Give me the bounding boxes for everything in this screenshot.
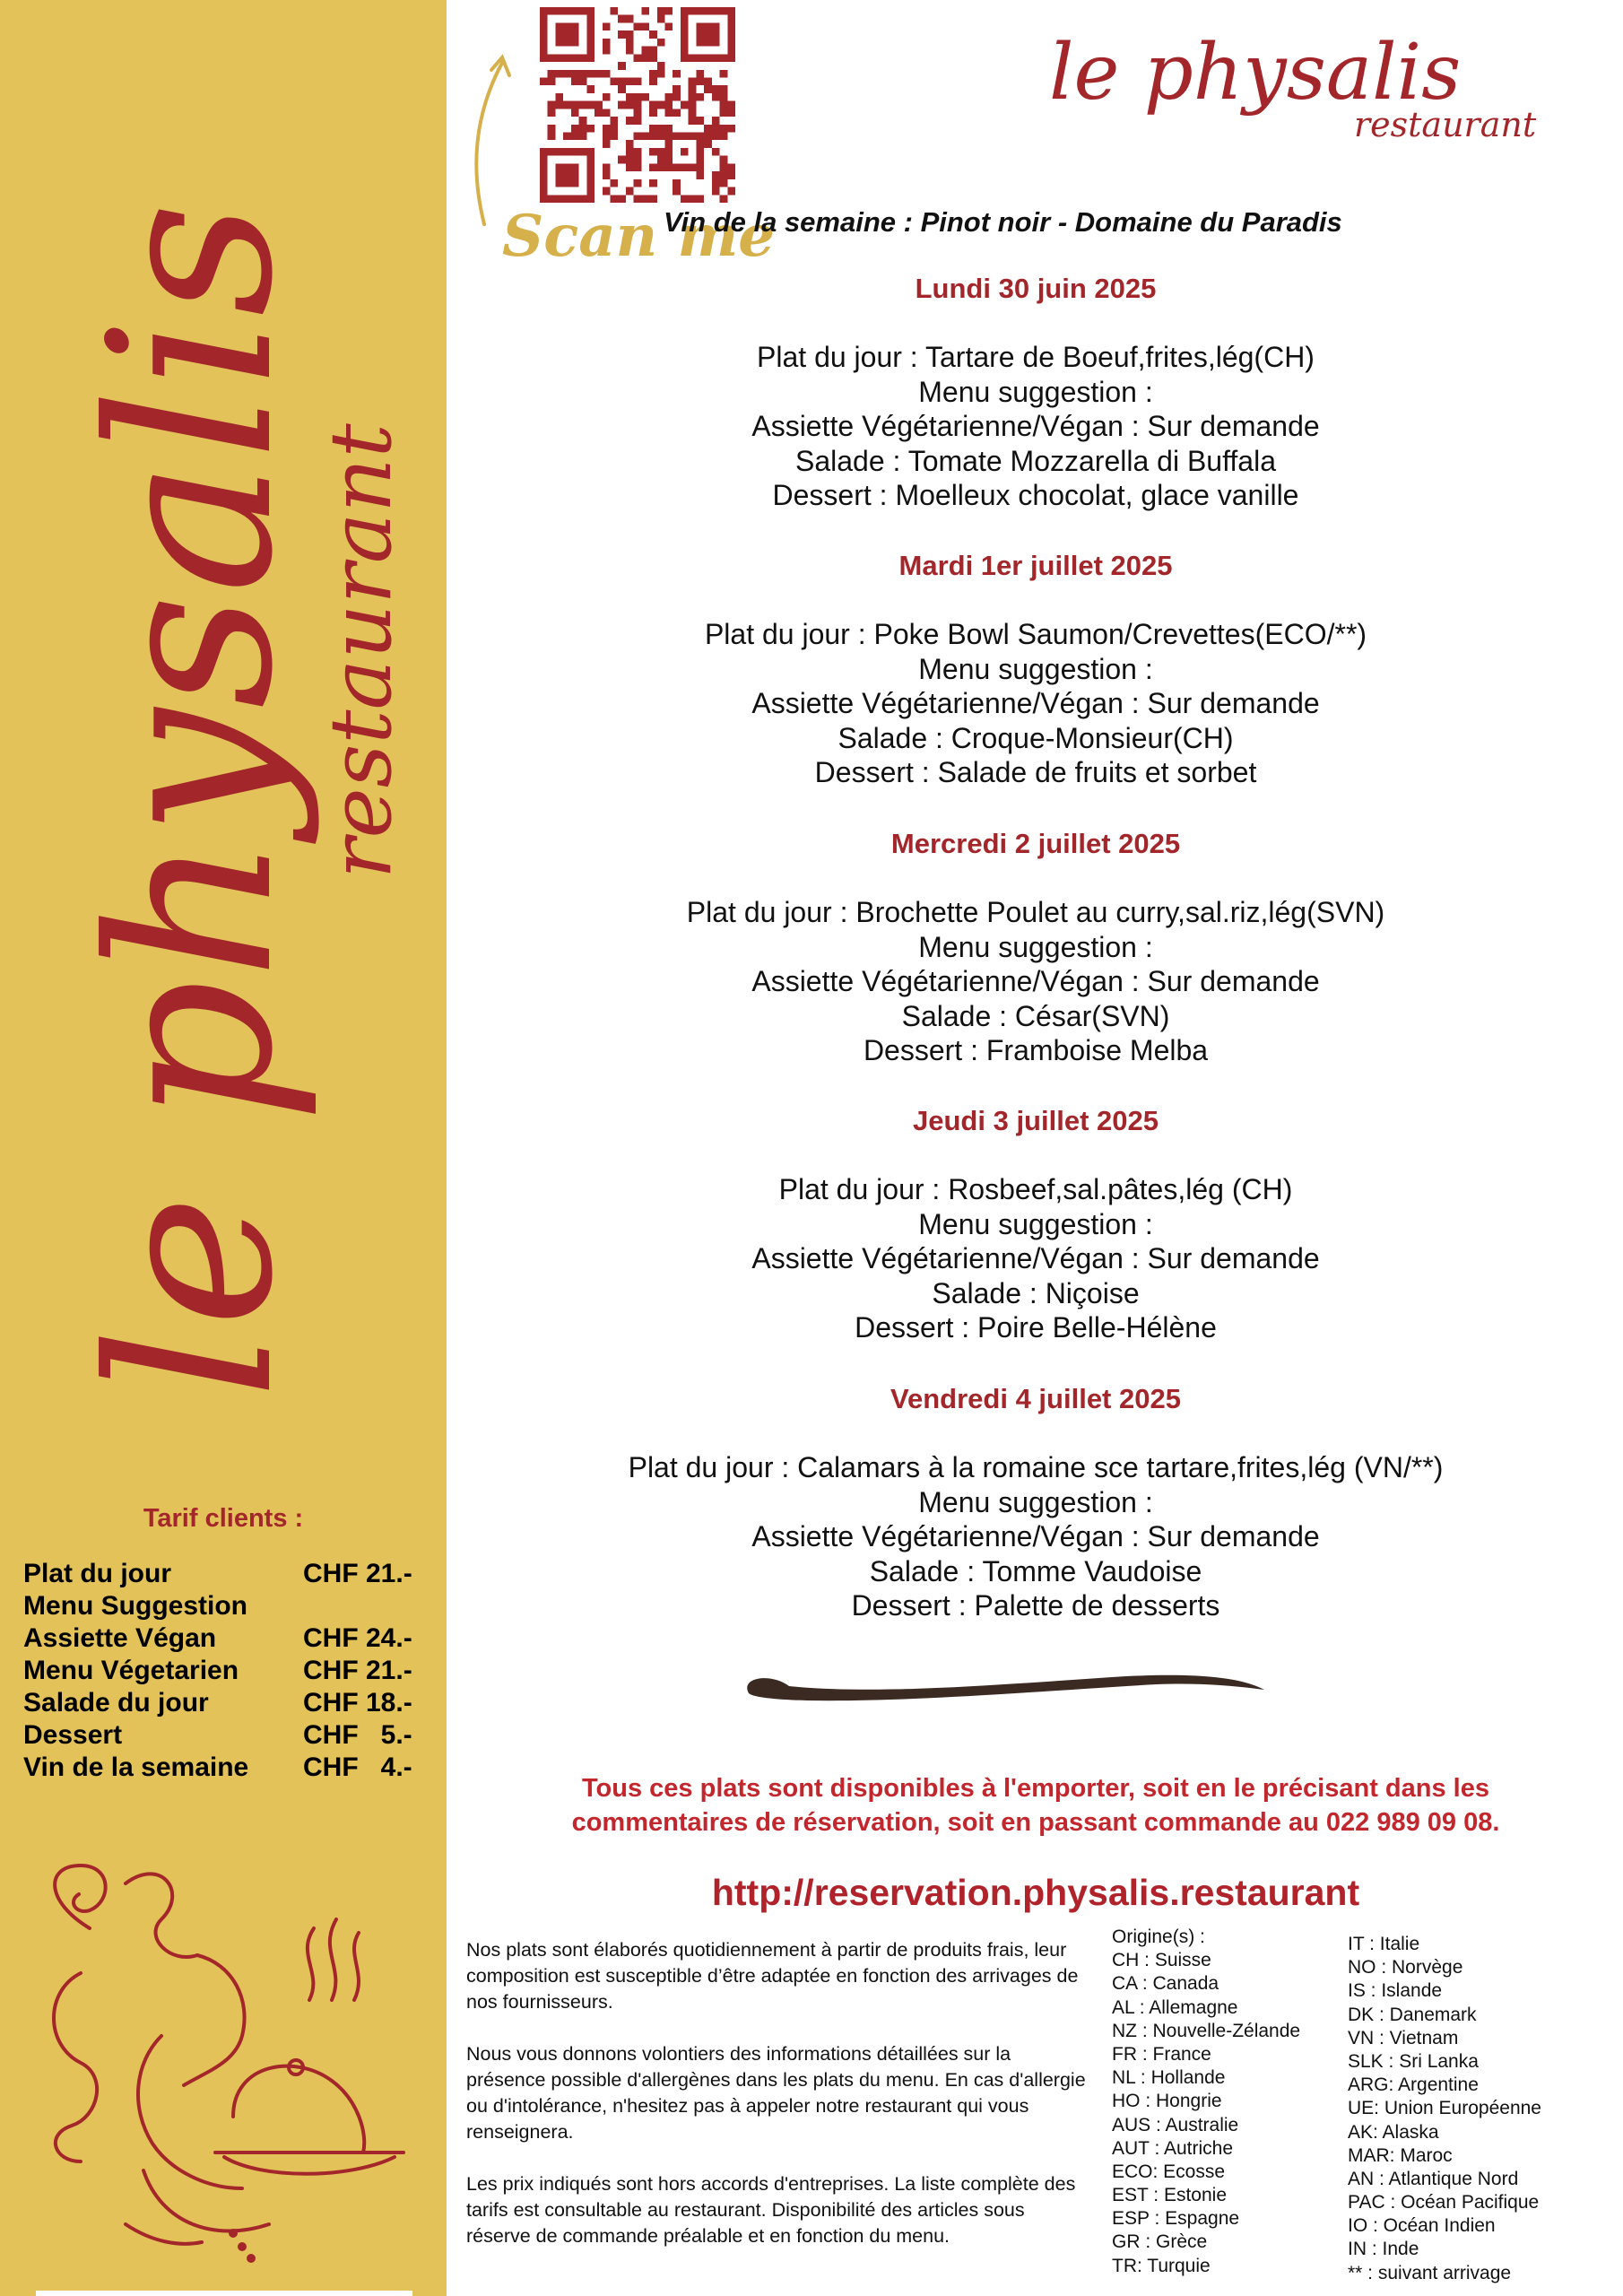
tarif-row bbox=[23, 1591, 436, 1623]
tarif-label: Assiette Végan bbox=[23, 1623, 217, 1653]
day-block bbox=[502, 1382, 1569, 1623]
wine-of-week: Vin de la semaine : Pinot noir - Domaine du Paradis bbox=[664, 206, 1342, 238]
qr-module bbox=[665, 109, 673, 117]
qr-module bbox=[649, 30, 657, 39]
origin-entry: UE: Union Européenne bbox=[1348, 2098, 1541, 2119]
qr-module bbox=[649, 70, 657, 78]
qr-module bbox=[634, 179, 642, 187]
tarif-price: CHF 21.- bbox=[303, 1559, 412, 1588]
qr-module bbox=[579, 133, 587, 141]
qr-module bbox=[626, 140, 634, 148]
qr-module bbox=[618, 15, 626, 23]
qr-module bbox=[649, 109, 657, 117]
qr-module bbox=[696, 93, 704, 101]
qr-module bbox=[665, 93, 673, 101]
qr-module bbox=[641, 133, 649, 141]
qr-module bbox=[720, 93, 728, 101]
tarif-label: Vin de la semaine bbox=[23, 1752, 249, 1782]
qr-module bbox=[634, 93, 642, 101]
qr-module bbox=[626, 101, 634, 109]
origin-entry: NL : Hollande bbox=[1112, 2067, 1226, 2089]
qr-module bbox=[579, 117, 587, 125]
qr-module bbox=[681, 148, 689, 156]
menu-line: Dessert : Poire Belle-Hélène bbox=[855, 1311, 1217, 1344]
qr-module bbox=[641, 54, 649, 62]
qr-module bbox=[649, 179, 657, 187]
qr-module bbox=[603, 163, 611, 171]
qr-module bbox=[563, 101, 571, 109]
qr-module bbox=[712, 187, 720, 196]
qr-module bbox=[610, 117, 618, 125]
qr-module bbox=[657, 15, 665, 23]
qr-module bbox=[555, 93, 563, 101]
qr-module bbox=[610, 7, 618, 15]
qr-module bbox=[657, 125, 665, 133]
qr-module bbox=[727, 109, 735, 117]
tarif-title: Tarif clients : bbox=[143, 1504, 304, 1533]
tarif-row bbox=[23, 1752, 436, 1785]
menu-line: Assiette Végétarienne/Végan : Sur demande bbox=[751, 687, 1320, 720]
tarif-price: CHF 18.- bbox=[303, 1688, 412, 1718]
qr-module bbox=[689, 117, 697, 125]
tarif-label: Dessert bbox=[23, 1720, 123, 1750]
tarif-row bbox=[23, 1688, 436, 1720]
qr-module bbox=[720, 85, 728, 93]
qr-module bbox=[712, 179, 720, 187]
note-paragraph: Nous vous donnons volontiers des informations détaillées sur la présence possible d'allergènes dans les plats du menu. En cas d'allergie ou d'intolérance, n'hesitez pas à appeler notre restaurant qui vous renseignera. bbox=[466, 2043, 1086, 2143]
qr-module bbox=[548, 133, 556, 141]
origin-entry: SLK : Sri Lanka bbox=[1348, 2050, 1479, 2072]
origin-entry: IT : Italie bbox=[1348, 1934, 1420, 1954]
qr-module bbox=[649, 195, 657, 203]
qr-module bbox=[603, 109, 611, 117]
qr-module bbox=[727, 163, 735, 171]
qr-module bbox=[720, 125, 728, 133]
menu-line: Plat du jour : Poke Bowl Saumon/Crevettes(ECO/**) bbox=[704, 618, 1367, 650]
qr-module bbox=[696, 77, 704, 85]
qr-module bbox=[634, 117, 642, 125]
qr-module bbox=[548, 77, 556, 85]
menu-line: Assiette Végétarienne/Végan : Sur demande bbox=[751, 965, 1320, 998]
qr-module bbox=[634, 133, 642, 141]
notes-block bbox=[466, 1937, 1094, 2275]
qr-module bbox=[641, 47, 649, 55]
tarif-price: CHF 24.- bbox=[303, 1623, 412, 1653]
decorative-swash-divider bbox=[735, 1659, 1273, 1713]
qr-module bbox=[579, 77, 587, 85]
brand-logo-subtitle: restaurant bbox=[1354, 105, 1537, 144]
qr-module bbox=[634, 109, 642, 117]
origin-entry: ** : suivant arrivage bbox=[1348, 2262, 1512, 2283]
origin-entry: AUT : Autriche bbox=[1112, 2137, 1234, 2159]
qr-module bbox=[704, 85, 712, 93]
qr-module bbox=[634, 101, 642, 109]
qr-module bbox=[712, 117, 720, 125]
day-title: Mardi 1er juillet 2025 bbox=[898, 550, 1173, 581]
menu-line: Dessert : Framboise Melba bbox=[863, 1034, 1209, 1067]
qr-module bbox=[579, 70, 587, 78]
qr-module bbox=[704, 140, 712, 148]
qr-module bbox=[586, 70, 595, 78]
menu-line: Menu suggestion : bbox=[918, 375, 1153, 408]
qr-module bbox=[571, 77, 579, 85]
day-block bbox=[502, 827, 1569, 1068]
qr-module bbox=[689, 85, 697, 93]
qr-module bbox=[603, 22, 611, 30]
takeaway-line-2: commentaires de réservation, soit en passant commande au 022 989 09 08. bbox=[571, 1808, 1500, 1837]
qr-module bbox=[696, 171, 704, 179]
origin-entry: EST : Estonie bbox=[1112, 2185, 1228, 2206]
qr-module bbox=[603, 125, 611, 133]
menu-line: Menu suggestion : bbox=[918, 652, 1153, 685]
qr-module bbox=[595, 109, 603, 117]
qr-module bbox=[634, 22, 642, 30]
qr-module bbox=[704, 125, 712, 133]
qr-module bbox=[649, 133, 657, 141]
origin-entry: CH : Suisse bbox=[1112, 1950, 1211, 1971]
tarif-list bbox=[23, 1559, 436, 1785]
origin-entry: Origine(s) : bbox=[1112, 1926, 1205, 1947]
tarif-label: Menu Suggestion bbox=[23, 1591, 247, 1621]
qr-module bbox=[649, 101, 657, 109]
tarif-row bbox=[23, 1623, 436, 1656]
qr-module bbox=[689, 195, 697, 203]
qr-module bbox=[657, 163, 665, 171]
qr-module bbox=[618, 101, 626, 109]
side-logo-subtitle: restaurant bbox=[312, 423, 411, 879]
origin-entry: PAC : Océan Pacifique bbox=[1348, 2192, 1540, 2213]
menu-line: Plat du jour : Calamars à la romaine sce tartare,frites,lég (VN/**) bbox=[628, 1451, 1444, 1483]
qr-module bbox=[555, 22, 578, 46]
qr-module bbox=[555, 70, 563, 78]
qr-module bbox=[689, 109, 697, 117]
qr-module bbox=[548, 109, 556, 117]
qr-module bbox=[657, 148, 665, 156]
qr-module bbox=[571, 133, 579, 141]
qr-module bbox=[548, 70, 556, 78]
qr-module bbox=[696, 117, 704, 125]
menu-line: Plat du jour : Tartare de Boeuf,frites,lég(CH) bbox=[757, 341, 1315, 373]
takeaway-notice bbox=[448, 1771, 1623, 1839]
qr-module bbox=[727, 171, 735, 179]
qr-module bbox=[634, 77, 642, 85]
qr-module bbox=[579, 101, 587, 109]
qr-module bbox=[641, 195, 649, 203]
qr-module bbox=[540, 77, 548, 85]
day-title: Jeudi 3 juillet 2025 bbox=[913, 1105, 1159, 1136]
day-block bbox=[502, 549, 1569, 790]
qr-module bbox=[673, 70, 681, 78]
qr-module bbox=[548, 101, 556, 109]
tarif-row bbox=[23, 1656, 436, 1688]
qr-module bbox=[657, 39, 665, 47]
qr-module bbox=[649, 47, 657, 55]
qr-module bbox=[720, 101, 728, 109]
origin-entry: IN : Inde bbox=[1348, 2239, 1419, 2260]
origin-entry: MAR: Maroc bbox=[1348, 2144, 1453, 2166]
qr-module bbox=[649, 54, 657, 62]
day-title: Lundi 30 juin 2025 bbox=[915, 273, 1157, 304]
qr-module bbox=[720, 109, 728, 117]
qr-module bbox=[626, 148, 634, 156]
qr-module bbox=[673, 109, 681, 117]
qr-module bbox=[610, 179, 618, 187]
qr-module bbox=[610, 77, 618, 85]
qr-module bbox=[571, 109, 579, 117]
origin-entry: NZ : Nouvelle-Zélande bbox=[1112, 2020, 1301, 2041]
qr-module bbox=[657, 101, 665, 109]
day-title: Mercredi 2 juillet 2025 bbox=[890, 828, 1181, 859]
origin-entry: VN : Vietnam bbox=[1348, 2027, 1459, 2048]
origin-entry: IO : Océan Indien bbox=[1348, 2215, 1496, 2237]
qr-module bbox=[571, 70, 579, 78]
qr-module bbox=[712, 171, 720, 179]
scan-me-caption: Scan me bbox=[502, 203, 775, 270]
tarif-price: CHF 5.- bbox=[303, 1720, 412, 1750]
waiter-cloche-icon bbox=[27, 1848, 430, 2269]
qr-module bbox=[704, 77, 712, 85]
day-block bbox=[502, 272, 1569, 513]
qr-module bbox=[595, 101, 603, 109]
qr-module bbox=[626, 93, 634, 101]
menu-line: Dessert : Salade de fruits et sorbet bbox=[814, 756, 1257, 789]
qr-module bbox=[603, 140, 611, 148]
qr-module bbox=[586, 125, 595, 133]
qr-module bbox=[634, 54, 642, 62]
qr-module bbox=[673, 93, 681, 101]
qr-module bbox=[626, 117, 634, 125]
qr-module bbox=[626, 30, 634, 39]
qr-module bbox=[720, 195, 728, 203]
qr-module bbox=[634, 195, 642, 203]
menu-line: Menu suggestion : bbox=[918, 930, 1153, 963]
note-paragraph: Les prix indiqués sont hors accords d'entreprises. La liste complète des tarifs est consultable au restaurant. Disponibilité des articles sous réserve de commande préalable et en fonction du menu. bbox=[466, 2173, 1076, 2247]
menu-line: Salade : Niçoise bbox=[932, 1276, 1140, 1309]
menu-line: Assiette Végétarienne/Végan : Sur demande bbox=[751, 1242, 1320, 1275]
menu-line: Dessert : Moelleux chocolat, glace vanille bbox=[772, 479, 1299, 512]
qr-module bbox=[603, 187, 611, 196]
tarif-price: CHF 4.- bbox=[303, 1752, 412, 1782]
qr-module bbox=[712, 125, 720, 133]
menu-line: Salade : César(SVN) bbox=[901, 999, 1170, 1032]
qr-module bbox=[610, 125, 618, 133]
note-paragraph: Nos plats sont élaborés quotidiennement à partir de produits frais, leur composition est susceptible d’être adaptée en fonction des arrivages de nos fournisseurs. bbox=[466, 1939, 1079, 2013]
qr-module bbox=[657, 156, 665, 164]
qr-module bbox=[673, 85, 681, 93]
origin-entry: ARG: Argentine bbox=[1348, 2074, 1479, 2096]
origin-entry: AUS : Australie bbox=[1112, 2114, 1239, 2135]
origin-entry: ESP : Espagne bbox=[1112, 2208, 1240, 2230]
qr-module bbox=[657, 70, 665, 78]
qr-module bbox=[626, 15, 634, 23]
qr-module bbox=[618, 62, 626, 70]
qr-module bbox=[634, 156, 642, 164]
qr-module bbox=[618, 30, 626, 39]
qr-module bbox=[712, 85, 720, 93]
qr-module bbox=[641, 7, 649, 15]
qr-module bbox=[689, 77, 697, 85]
qr-module bbox=[603, 47, 611, 55]
qr-module bbox=[720, 156, 728, 164]
tarif-row bbox=[23, 1559, 436, 1591]
menu-line: Dessert : Palette de desserts bbox=[851, 1589, 1220, 1622]
qr-module bbox=[712, 148, 720, 156]
qr-module bbox=[689, 101, 697, 109]
qr-module bbox=[618, 195, 626, 203]
origin-entry: TR: Turquie bbox=[1112, 2255, 1211, 2276]
qr-module bbox=[727, 101, 735, 109]
qr-module bbox=[720, 133, 728, 141]
qr-module bbox=[626, 77, 634, 85]
tarif-row bbox=[23, 1720, 436, 1752]
qr-module bbox=[720, 163, 728, 171]
qr-module bbox=[657, 133, 665, 141]
qr-module bbox=[649, 125, 657, 133]
qr-module bbox=[603, 171, 611, 179]
sidebar bbox=[0, 0, 447, 2296]
day-title: Vendredi 4 juillet 2025 bbox=[890, 1383, 1181, 1414]
qr-module bbox=[649, 77, 657, 85]
qr-module bbox=[626, 156, 634, 164]
origins-column-2 bbox=[1348, 1933, 1541, 2285]
qr-module bbox=[727, 125, 735, 133]
qr-module bbox=[610, 133, 618, 141]
qr-module bbox=[610, 195, 618, 203]
qr-module bbox=[727, 187, 735, 196]
qr-module bbox=[657, 7, 665, 15]
menu-line: Plat du jour : Brochette Poulet au curry,sal.riz,lég(SVN) bbox=[686, 896, 1385, 928]
qr-module bbox=[579, 125, 587, 133]
qr-module bbox=[626, 187, 634, 196]
brand-logo-name: le physalis bbox=[1049, 28, 1462, 117]
qr-module bbox=[603, 70, 611, 78]
qr-module bbox=[712, 93, 720, 101]
origin-entry: HO : Hongrie bbox=[1112, 2091, 1222, 2112]
menu-line: Menu suggestion : bbox=[918, 1485, 1153, 1518]
qr-module bbox=[665, 7, 673, 15]
origin-entry: ECO: Ecosse bbox=[1112, 2161, 1226, 2182]
qr-module bbox=[641, 93, 649, 101]
qr-module bbox=[618, 85, 626, 93]
qr-module bbox=[712, 133, 720, 141]
sidebar-bottom-bar bbox=[36, 2291, 412, 2296]
qr-code[interactable] bbox=[540, 7, 735, 203]
qr-module bbox=[720, 70, 728, 78]
qr-module bbox=[586, 85, 595, 93]
qr-module bbox=[555, 163, 578, 187]
qr-module bbox=[665, 101, 673, 109]
tarif-label: Menu Végetarien bbox=[23, 1656, 239, 1685]
tarif-label: Plat du jour bbox=[23, 1559, 171, 1588]
day-block bbox=[502, 1104, 1569, 1345]
qr-module bbox=[681, 101, 689, 109]
menu-line: Plat du jour : Rosbeef,sal.pâtes,lég (CH) bbox=[778, 1173, 1293, 1205]
qr-module bbox=[649, 148, 657, 156]
qr-module bbox=[634, 148, 642, 156]
qr-module bbox=[689, 93, 697, 101]
qr-module bbox=[595, 70, 603, 78]
qr-module bbox=[673, 179, 681, 187]
qr-module bbox=[649, 163, 657, 171]
qr-module bbox=[665, 125, 673, 133]
origin-entry: IS : Islande bbox=[1348, 1980, 1443, 2002]
qr-module bbox=[618, 77, 626, 85]
origin-entry: AL : Allemagne bbox=[1112, 1996, 1238, 2018]
qr-module bbox=[704, 133, 712, 141]
qr-module bbox=[720, 179, 728, 187]
menu-line: Salade : Croque-Monsieur(CH) bbox=[838, 721, 1234, 754]
menu-line: Menu suggestion : bbox=[918, 1207, 1153, 1240]
origin-entry: AK: Alaska bbox=[1348, 2121, 1439, 2143]
qr-module bbox=[618, 156, 626, 164]
qr-module bbox=[555, 101, 563, 109]
qr-module bbox=[626, 47, 634, 55]
brand-logo bbox=[1040, 27, 1578, 152]
origin-entry: NO : Norvège bbox=[1348, 1957, 1463, 1979]
qr-module bbox=[603, 133, 611, 141]
side-brand-logo bbox=[36, 54, 412, 1417]
qr-module bbox=[634, 163, 642, 171]
origin-entry: CA : Canada bbox=[1112, 1973, 1219, 1995]
qr-module bbox=[665, 22, 673, 30]
qr-module bbox=[626, 39, 634, 47]
qr-module bbox=[696, 195, 704, 203]
origin-entry: DK : Danemark bbox=[1348, 2004, 1477, 2025]
qr-module bbox=[586, 101, 595, 109]
qr-module bbox=[657, 62, 665, 70]
tarif-label: Salade du jour bbox=[23, 1688, 209, 1718]
qr-module bbox=[720, 171, 728, 179]
qr-module bbox=[673, 187, 681, 196]
qr-module bbox=[641, 22, 649, 30]
menu-line: Assiette Végétarienne/Végan : Sur demande bbox=[751, 410, 1320, 443]
side-logo-name: le physalis bbox=[61, 201, 322, 1399]
takeaway-line-1: Tous ces plats sont disponibles à l'emporter, soit en le précisant dans les bbox=[582, 1774, 1489, 1803]
qr-module bbox=[696, 70, 704, 78]
qr-module bbox=[603, 93, 611, 101]
origin-entry: FR : France bbox=[1112, 2043, 1211, 2065]
qr-module bbox=[603, 39, 611, 47]
qr-module bbox=[626, 163, 634, 171]
menu-line: Salade : Tomme Vaudoise bbox=[869, 1554, 1202, 1587]
qr-module bbox=[563, 133, 571, 141]
origin-entry: AN : Atlantique Nord bbox=[1348, 2168, 1519, 2189]
qr-module bbox=[681, 195, 689, 203]
qr-module bbox=[571, 101, 579, 109]
tarif-price: CHF 21.- bbox=[303, 1656, 412, 1685]
reservation-link[interactable]: http://reservation.physalis.restaurant bbox=[711, 1872, 1360, 1913]
origin-entry: GR : Grèce bbox=[1112, 2231, 1208, 2253]
qr-module bbox=[548, 125, 556, 133]
qr-module bbox=[571, 125, 579, 133]
menu-line: Assiette Végétarienne/Végan : Sur demande bbox=[751, 1520, 1320, 1553]
menu-line: Salade : Tomate Mozzarella di Buffala bbox=[794, 444, 1276, 477]
qr-module bbox=[696, 22, 719, 46]
qr-module bbox=[563, 70, 571, 78]
origins-column-1 bbox=[1112, 1926, 1300, 2278]
